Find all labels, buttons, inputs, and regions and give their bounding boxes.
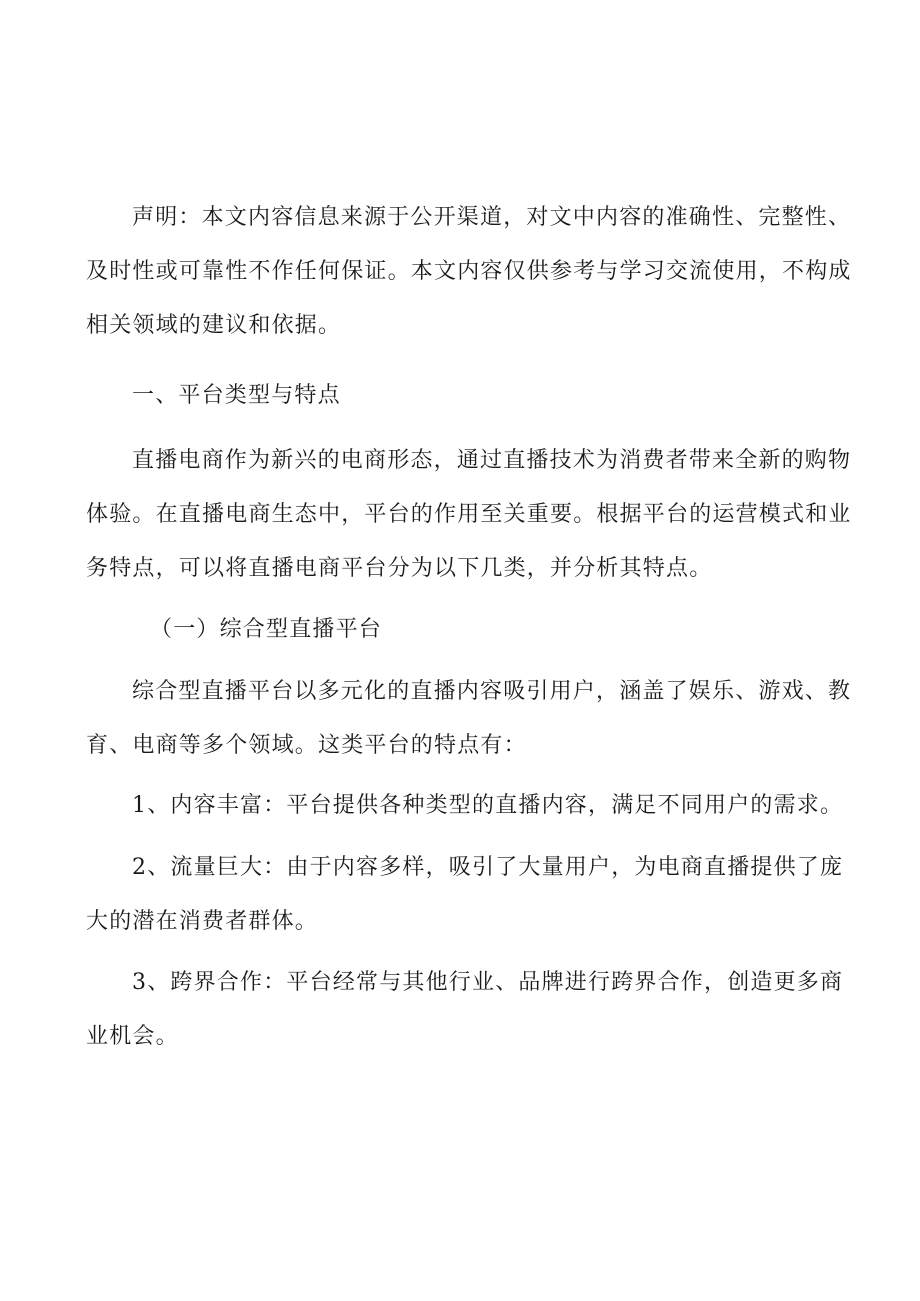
disclaimer-paragraph: 声明：本文内容信息来源于公开渠道，对文中内容的准确性、完整性、及时性或可靠性不作任何保证。本文内容仅供参考与学习交流使用，不构成相关领域的建议和依据。 (86, 205, 852, 338)
list-item: 1、内容丰富：平台提供各种类型的直播内容，满足不同用户的需求。 (132, 793, 844, 818)
section-intro-paragraph: 直播电商作为新兴的电商形态，通过直播技术为消费者带来全新的购物体验。在直播电商生态中，平台的作用至关重要。根据平台的运营模式和业务特点，可以将直播电商平台分为以下几类，并分析其特点。 (86, 448, 852, 581)
list-item: 2、流量巨大：由于内容多样，吸引了大量用户，为电商直播提供了庞大的潜在消费者群体。 (86, 855, 844, 934)
section-heading-platform-types: 一、平台类型与特点 (132, 383, 341, 408)
list-item: 3、跨界合作：平台经常与其他行业、品牌进行跨界合作，创造更多商业机会。 (86, 970, 844, 1049)
subsection-intro-paragraph: 综合型直播平台以多元化的直播内容吸引用户，涵盖了娱乐、游戏、教育、电商等多个领域。这类平台的特点有： (86, 679, 852, 758)
subsection-heading-comprehensive-platform: （一）综合型直播平台 (150, 617, 383, 642)
